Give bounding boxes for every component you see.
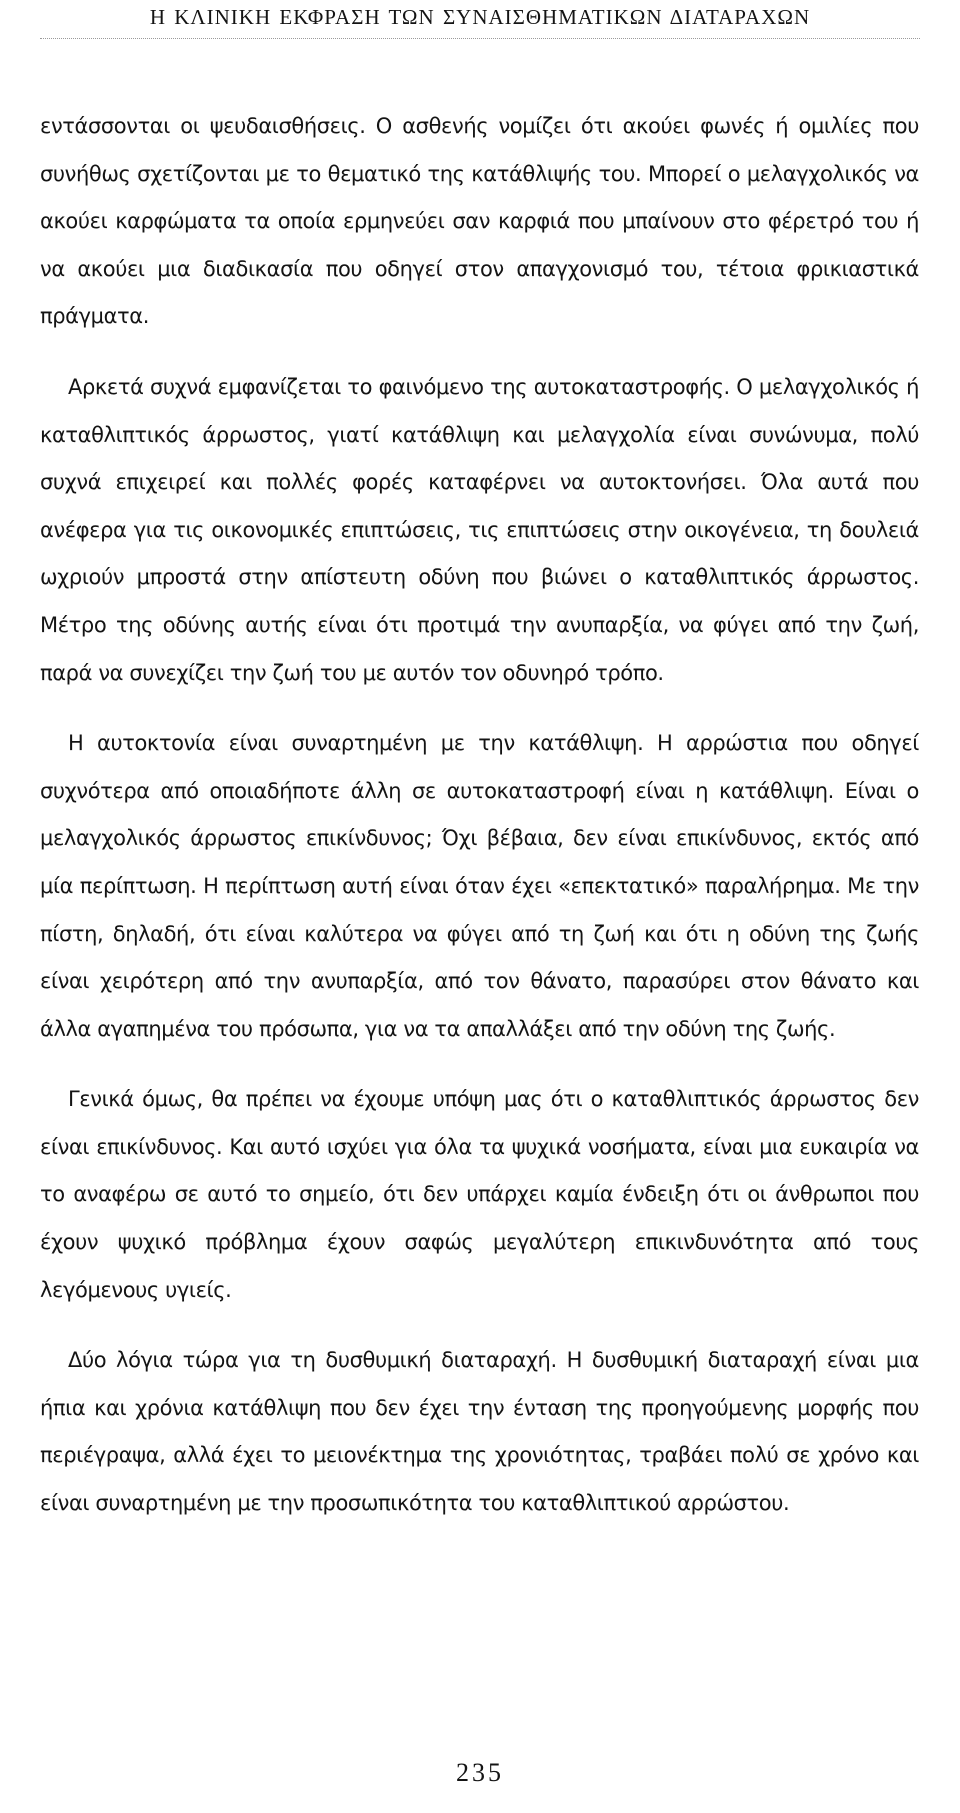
paragraph-self-harm — [40, 364, 919, 697]
paragraph-danger — [40, 1076, 919, 1314]
paragraph-self-harm-text: Αρκετά συχνά εμφανίζεται το φαινόμενο της αυτοκαταστροφής. Ο μελαγχολικός ή καταθλιπτικός άρρωστος, γιατί κατάθλιψη και μελαγχολία είναι συνώνυμα, πολύ συχνά επιχειρεί και πολλές φορές καταφέρνει να αυτοκτονήσει. Όλα αυτά που ανέφερα για τις οικονομικές επιπτώσεις, τις επιπτώσεις στην οικογένεια, τη δουλειά ωχριούν μπροστά στην απίστευτη οδύνη που βιώνει ο καταθλιπτικός άρρωστος. Μέτρο της οδύνης αυτής είναι ότι προτιμά την ανυπαρξία, να φύγει από την ζωή, παρά να συνεχίζει την ζωή του με αυτόν τον οδυνηρό τρόπο. — [40, 374, 919, 685]
paragraph-dysthymia-text: Δύο λόγια τώρα για τη δυσθυμική διαταραχή. Η δυσθυμική διαταραχή είναι μια ήπια και χρόνια κατάθλιψη που δεν έχει την ένταση της προηγούμενης μορφής που περιέγραψα, αλλά έχει το μειονέκτημα της χρονιότητας, τραβάει πολύ σε χρόνο και είναι συναρτημένη με την προσωπικότητα του καταθλιπτικού αρρώστου. — [40, 1348, 919, 1516]
paragraph-continuation: εντάσσονται οι ψευδαισθήσεις. Ο ασθενής νομίζει ότι ακούει φωνές ή ομιλίες που συνήθως σχετίζονται με το θεματικό της κατάθλιψής του. Μπορεί ο μελαγχολικός να ακούει καρφώματα τα οποία ερμηνεύει σαν καρφιά που μπαίνουν στο φέρετρό του ή να ακούει μια διαδικασία που οδηγεί στον απαγχονισμό του, τέτοια φρικιαστικά πράγματα. — [40, 114, 919, 329]
header-rule — [40, 38, 920, 39]
paragraph-danger-text: Γενικά όμως, θα πρέπει να έχουμε υπόψη μας ότι ο καταθλιπτικός άρρωστος δεν είναι επικίνδυνος. Και αυτό ισχύει για όλα τα ψυχικά νοσήματα, είναι μια ευκαιρία να το αναφέρω σε αυτό το σημείο, ότι δεν υπάρχει καμία ένδειξη ότι οι άνθρωποι που έχουν ψυχικό πρόβλημα έχουν σαφώς μεγαλύτερη επικινδυνότητα από τους λεγόμενους υγιείς. — [40, 1087, 919, 1302]
paragraph-suicide — [40, 720, 919, 1053]
paragraph-dysthymia — [40, 1337, 919, 1527]
running-header: Η ΚΛΙΝΙΚΗ ΕΚΦΡΑΣΗ ΤΩΝ ΣΥΝΑΙΣΘΗΜΑΤΙΚΩΝ ΔΙΑΤΑΡΑΧΩΝ — [149, 5, 811, 29]
page-number: 235 — [456, 1758, 504, 1787]
paragraph-suicide-text: Η αυτοκτονία είναι συναρτημένη με την κατάθλιψη. Η αρρώστια που οδηγεί συχνότερα από οποιαδήποτε άλλη σε αυτοκαταστροφή είναι η κατάθλιψη. Είναι ο μελαγχολικός άρρωστος επικίνδυνος; Όχι βέβαια, δεν είναι επικίνδυνος, εκτός από μία περίπτωση. Η περίπτωση αυτή είναι όταν έχει «επεκτατικό» παραλήρημα. Με την πίστη, δηλαδή, ότι είναι καλύτερα να φύγει από τη ζωή και ότι η οδύνη της ζωής είναι χειρότερη από την ανυπαρξία, από τον θάνατο, παρασύρει στον θάνατο και άλλα αγαπημένα του πρόσωπα, για να τα απαλλάξει από την οδύνη της ζωής. — [40, 731, 919, 1041]
text-body — [40, 103, 919, 1528]
